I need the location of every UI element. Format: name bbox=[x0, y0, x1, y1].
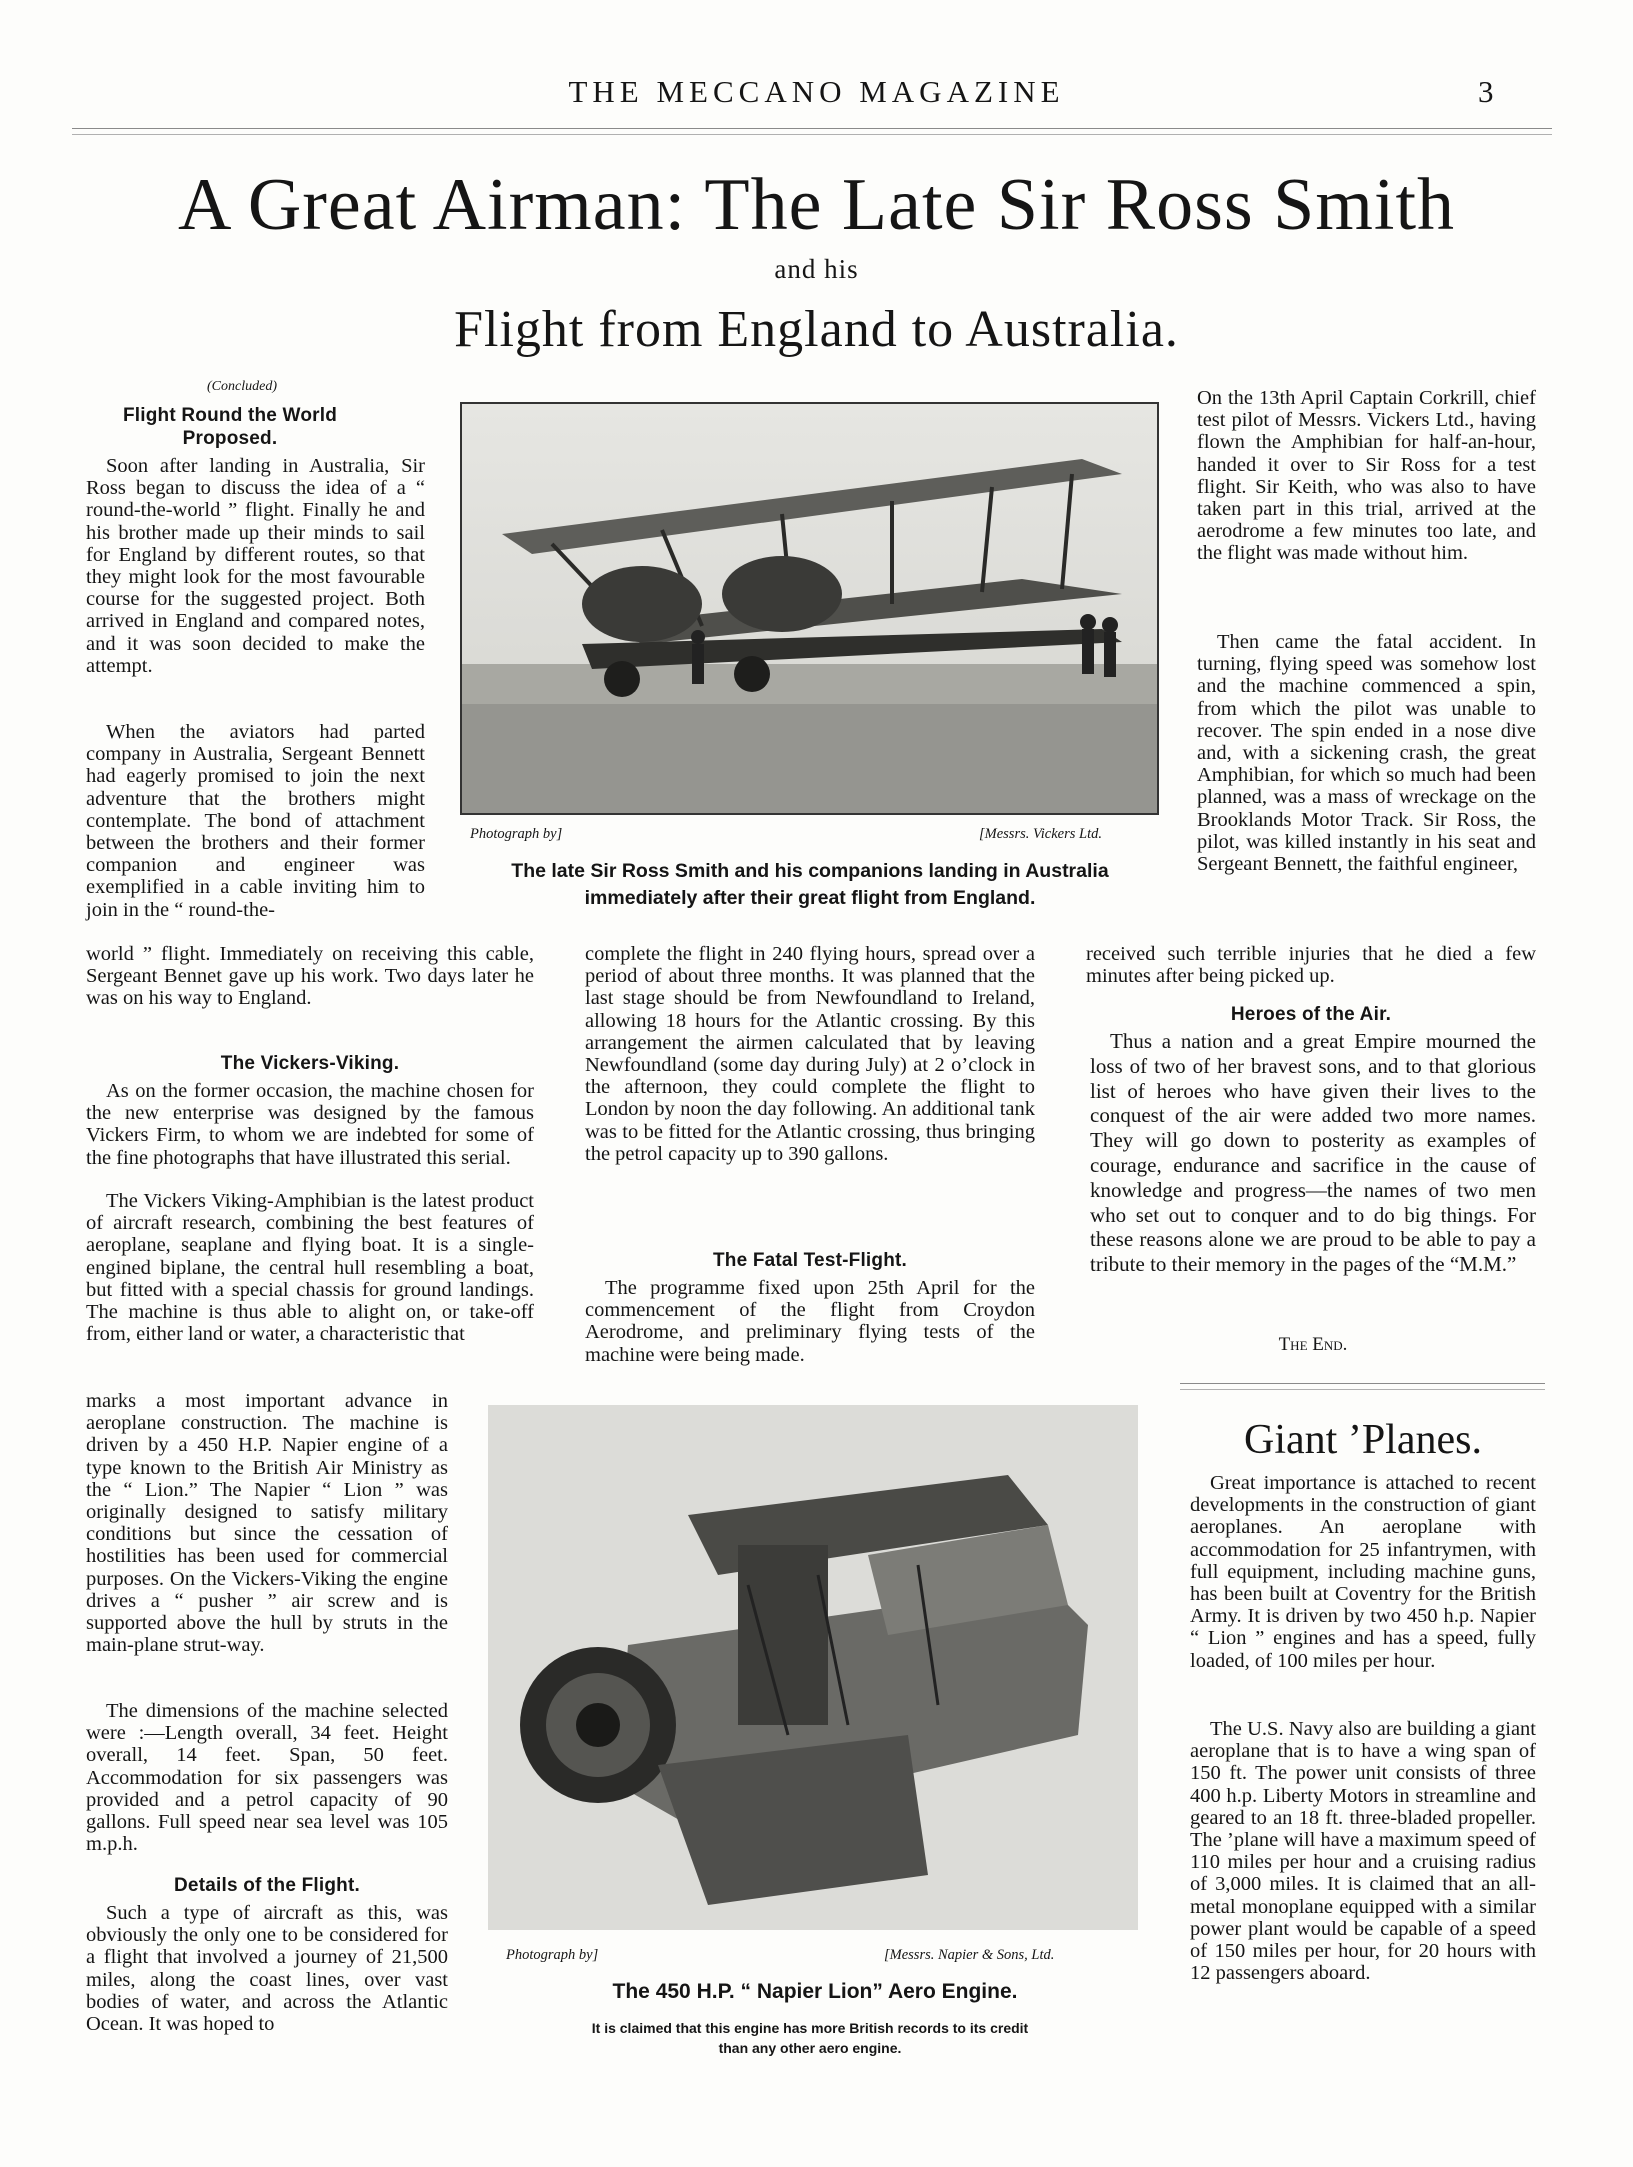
photo2-subcaption bbox=[480, 2018, 1140, 2058]
section-heading-giant-planes: Giant ’Planes. bbox=[1244, 1417, 1482, 1463]
photo1-credit-left: Photograph by] bbox=[470, 826, 563, 842]
photo1-caption-line2: immediately after their great flight from England. bbox=[584, 887, 1036, 909]
article-subtitle: Flight from England to Australia. bbox=[454, 301, 1179, 358]
paragraph: Great importance is attached to recent developments in the construction of giant aeroplanes. An aeroplane with accommodation for 25 infantrymen, with full equipment, including machine guns, has been built at Coventry for the British Army. It is driven by two 450 h.p. Napier “ Lion ” engines and has a speed, fully loaded, of 100 miles per hour. bbox=[1190, 1472, 1536, 1672]
concluded-note: (Concluded) bbox=[207, 379, 277, 394]
masthead-rule bbox=[72, 128, 1552, 129]
biplane-illustration bbox=[462, 404, 1157, 813]
paragraph: The dimensions of the machine selected were :—Length overall, 34 feet. Height overall, 14 feet. Span, 50 feet. Accommodation for six passengers was provided and a petrol capacity of 90 gallons. Full speed near sea level was 105 m.p.h. bbox=[86, 1700, 448, 1856]
paragraph: Such a type of aircraft as this, was obviously the only one to be considered for a flight that involved a journey of 21,500 miles, along the coast lines, over vast bodies of water, and across the Atlantic Ocean. It was hoped to bbox=[86, 1902, 448, 2036]
the-end: The End. bbox=[1278, 1334, 1348, 1355]
photo1-caption bbox=[430, 858, 1190, 912]
paragraph: When the aviators had parted company in Australia, Sergeant Bennett had eagerly promised to join the next adventure that the brothers might contemplate. The bond of attachment between the brothers and their former companion and engineer was exemplified in a cable inviting him to join in the “ round-the- bbox=[86, 721, 425, 921]
photo2-credit-right: [Messrs. Napier & Sons, Ltd. bbox=[884, 1947, 1055, 1963]
paragraph: On the 13th April Captain Corkrill, chief test pilot of Messrs. Vickers Ltd., having flown the Amphibian for half-an-hour, handed it over to Sir Ross for a test flight. Sir Keith, who was also to have taken part in this trial, arrived at the aerodrome a few minutes too late, and the flight was made without him. bbox=[1197, 387, 1536, 565]
paragraph: The U.S. Navy also are building a giant aeroplane that is to have a wing span of 150 ft. The power unit consists of three 400 h.p. Liberty Motors in streamline and geared to an 18 ft. three-bladed propeller. The ’plane will have a maximum speed of 110 miles per hour and a cruising radius of 3,000 miles. It is claimed that an all-metal monoplane equipped with a similar power plant would be capable of a speed of 150 miles per hour, for 20 hours with 12 passengers aboard. bbox=[1190, 1718, 1536, 1985]
page-number: 3 bbox=[1478, 74, 1494, 109]
section-heading-heroes: Heroes of the Air. bbox=[1230, 1004, 1392, 1025]
masthead: THE MECCANO MAGAZINE bbox=[568, 74, 1065, 109]
paragraph: The programme fixed upon 25th April for the commencement of the flight from Croydon Aerodrome, and preliminary flying tests of the machine were being made. bbox=[585, 1277, 1035, 1366]
section-divider-thin bbox=[1180, 1389, 1545, 1390]
photo-vickers-aircraft bbox=[460, 402, 1159, 815]
photo-napier-lion-engine bbox=[488, 1405, 1138, 1930]
section-heading-vickers-viking: The Vickers-Viking. bbox=[220, 1053, 400, 1074]
section-heading-details: Details of the Flight. bbox=[174, 1875, 360, 1896]
paragraph: world ” flight. Immediately on receiving this cable, Sergeant Bennet gave up his work. Two days later he was on his way to England. bbox=[86, 943, 534, 1010]
paragraph: received such terrible injuries that he died a few minutes after being picked up. bbox=[1086, 943, 1536, 988]
paragraph: complete the flight in 240 flying hours, spread over a period of about three months. It was planned that the last stage should be from Newfoundland to Ireland, allowing 18 hours for the Atlantic crossing. By this arrangement the airmen calculated that by leaving Newfoundland (some day during July) at 2 o’clock in the afternoon, they could complete the flight to London by noon the day following. An additional tank was to be fitted for the Atlantic crossing, thus bringing the petrol capacity up to 390 gallons. bbox=[585, 943, 1035, 1165]
engine-illustration bbox=[488, 1405, 1138, 1930]
photo2-caption: The 450 H.P. “ Napier Lion” Aero Engine. bbox=[612, 1980, 1018, 2003]
paragraph: Then came the fatal accident. In turning, flying speed was somehow lost and the machine commenced a spin, from which the pilot was unable to recover. The spin ended in a nose dive and, with a sickening crash, the great Amphibian, for which so much had been planned, was a mass of wreckage on the Brooklands Motor Track. Sir Ross, the pilot, was killed instantly in his seat and Sergeant Bennett, the faithful engineer, bbox=[1197, 631, 1536, 876]
photo2-subcaption-line2: than any other aero engine. bbox=[718, 2040, 902, 2056]
photo1-caption-line1: The late Sir Ross Smith and his companions landing in Australia bbox=[511, 860, 1109, 882]
section-heading-flight-round-world: Flight Round the World Proposed. bbox=[122, 405, 338, 449]
paragraph: marks a most important advance in aeroplane construction. The machine is driven by a 450 H.P. Napier engine of a type known to the British Air Ministry as the “ Lion.” The Napier “ Lion ” was originally designed to satisfy military conditions but since the cessation of hostilities has been used for commercial purposes. On the Vickers-Viking the engine drives a “ pusher ” air screw and is supported above the hull by struts in the main-plane strut-way. bbox=[86, 1390, 448, 1657]
photo2-subcaption-line1: It is claimed that this engine has more British records to its credit bbox=[591, 2020, 1029, 2036]
paragraph: Thus a nation and a great Empire mourned the loss of two of her bravest sons, and to that glorious list of heroes who have given their lives to the conquest of the air were added two more names. They will go down to posterity as examples of courage, endurance and sacrifice in the cause of knowledge and progress—the names of two men who set out to conquer and to do big things. For these reasons alone we are proud to be able to pay a tribute to their memory in the pages of the “M.M.” bbox=[1090, 1029, 1536, 1277]
section-heading-fatal-test-flight: The Fatal Test-Flight. bbox=[712, 1250, 908, 1271]
paragraph: Soon after landing in Australia, Sir Ross began to discuss the idea of a “ round-the-world ” flight. Finally he and his brother made up their minds to sail for England by different routes, so that they might look for the most favourable course for the suggested project. Both arrived in England and compared notes, and it was soon decided to make the attempt. bbox=[86, 455, 425, 677]
article-title: A Great Airman: The Late Sir Ross Smith bbox=[177, 164, 1456, 246]
paragraph: The Vickers Viking-Amphibian is the latest product of aircraft research, combining the best features of aeroplane, seaplane and flying boat. It is a single-engined biplane, the central hull resembling a boat, but fitted with a special chassis for ground landings. The machine is thus able to alight on, or take-off from, either land or water, a characteristic that bbox=[86, 1190, 534, 1346]
paragraph: As on the former occasion, the machine chosen for the new enterprise was designed by the famous Vickers Firm, to whom we are indebted for some of the fine photographs that have illustrated this serial. bbox=[86, 1080, 534, 1169]
masthead-rule-thin bbox=[72, 134, 1552, 135]
section-divider bbox=[1180, 1383, 1545, 1384]
article-title-connector: and his bbox=[774, 254, 859, 284]
photo1-credit-right: [Messrs. Vickers Ltd. bbox=[979, 826, 1102, 842]
photo2-credit-left: Photograph by] bbox=[506, 1947, 599, 1963]
